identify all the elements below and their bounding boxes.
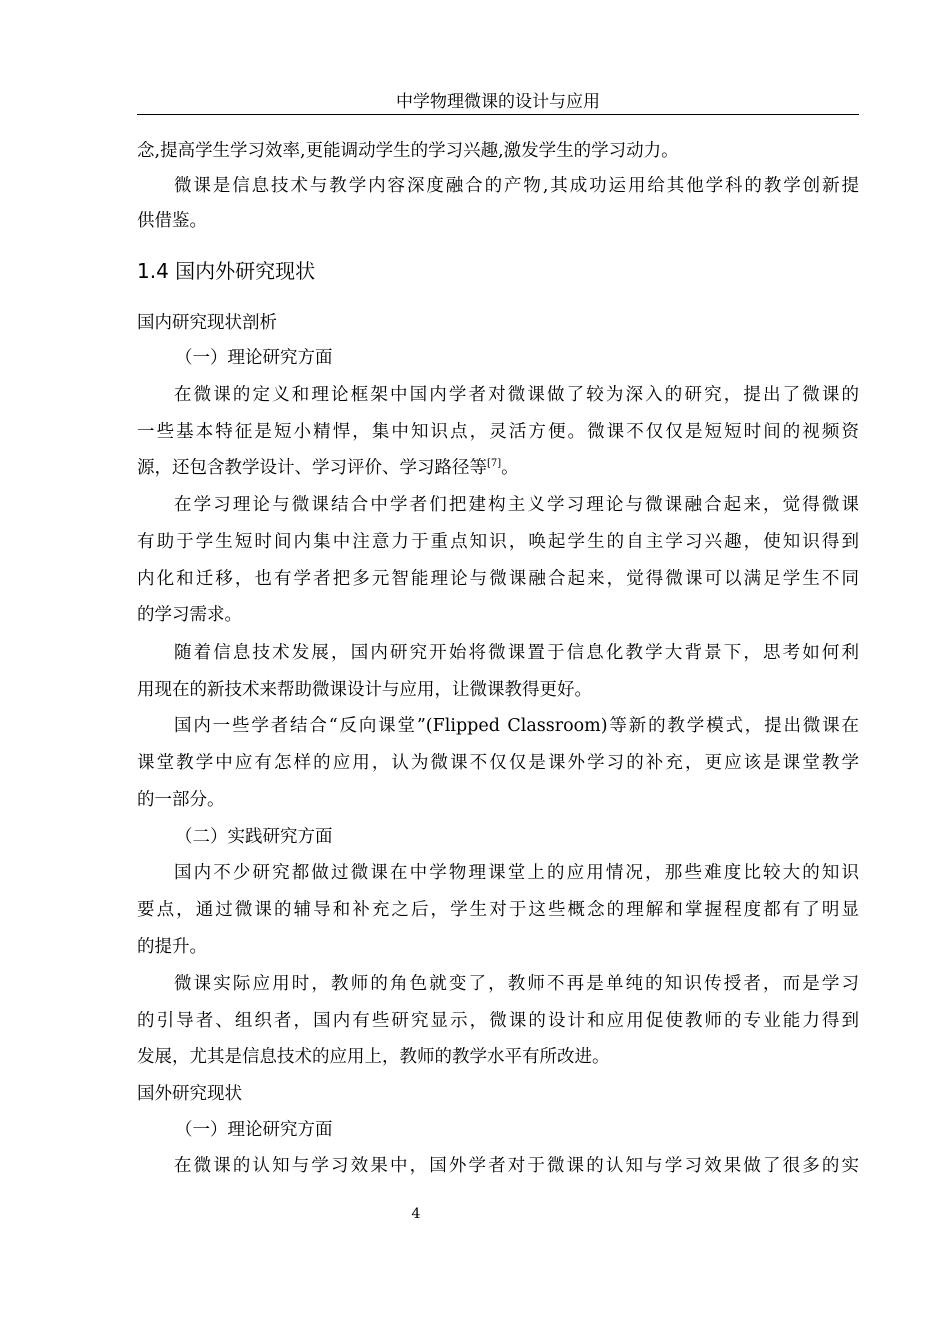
section-heading: 1.4 国内外研究现状 [137, 259, 316, 283]
paragraph-line: 微课实际应用时，教师的角色就变了，教师不再是单纯的知识传授者，而是学习 [174, 974, 859, 994]
paragraph-line: 的学习需求。 [137, 605, 242, 625]
paragraph-line: 的引导者、组织者，国内有些研究显示，微课的设计和应用促使教师的专业能力得到 [137, 1011, 859, 1031]
paragraph-line: 一些基本特征是短小精悍，集中知识点，灵活方便。微课不仅仅是短短时间的视频资 [137, 422, 859, 442]
paragraph-line: 内化和迁移，也有学者把多元智能理论与微课融合起来，觉得微课可以满足学生不同 [137, 569, 859, 589]
paragraph-line: 用现在的新技术来帮助微课设计与应用，让微课教得更好。 [137, 680, 592, 700]
paragraph-line: 国内一些学者结合“反向课堂”(Flipped Classroom)等新的教学模式，提出微课在 [174, 716, 859, 736]
paragraph-line: 国内不少研究都做过微课在中学物理课堂上的应用情况，那些难度比较大的知识 [174, 863, 859, 883]
paragraph-line: 念,提高学生学习效率,更能调动学生的学习兴趣,激发学生的学习动力。 [137, 141, 679, 161]
paragraph-line: 在学习理论与微课结合中学者们把建构主义学习理论与微课融合起来，觉得微课 [174, 495, 859, 515]
paragraph-line [137, 451, 859, 485]
paragraph-line: 课堂教学中应有怎样的应用，认为微课不仅仅是课外学习的补充，更应该是课堂教学 [137, 753, 859, 773]
page-header-title: 中学物理微课的设计与应用 [137, 90, 859, 115]
subsection-title: 国外研究现状 [137, 1084, 242, 1104]
page-number: 4 [411, 1206, 421, 1222]
citation-ref: [7] [487, 458, 502, 469]
paragraph-line: 供借鉴。 [137, 211, 207, 231]
paragraph-line: 在微课的认知与学习效果中，国外学者对于微课的认知与学习效果做了很多的实 [174, 1156, 859, 1176]
subsection-item: （二）实践研究方面 [175, 827, 333, 847]
paragraph-line: 微课是信息技术与教学内容深度融合的产物,其成功运用给其他学科的教学创新提 [174, 176, 859, 196]
paragraph-text: 源，还包含教学设计、学习评价、学习路径等 [137, 458, 487, 478]
paragraph-line: 的一部分。 [137, 790, 225, 810]
subsection-item: （一）理论研究方面 [175, 348, 333, 368]
paragraph-line: 随着信息技术发展，国内研究开始将微课置于信息化教学大背景下，思考如何利 [174, 643, 859, 663]
paragraph-text: 。 [501, 458, 519, 478]
subsection-title: 国内研究现状剖析 [137, 313, 277, 333]
paragraph-line: 有助于学生短时间内集中注意力于重点知识，唤起学生的自主学习兴趣，使知识得到 [137, 532, 859, 552]
subsection-item: （一）理论研究方面 [175, 1120, 333, 1140]
paragraph-line: 的提升。 [137, 937, 207, 957]
paragraph-line: 发展，尤其是信息技术的应用上，教师的教学水平有所改进。 [137, 1047, 610, 1067]
paragraph-line: 要点，通过微课的辅导和补充之后，学生对于这些概念的理解和掌握程度都有了明显 [137, 900, 859, 920]
paragraph-line: 在微课的定义和理论框架中国内学者对微课做了较为深入的研究，提出了微课的 [174, 385, 859, 405]
